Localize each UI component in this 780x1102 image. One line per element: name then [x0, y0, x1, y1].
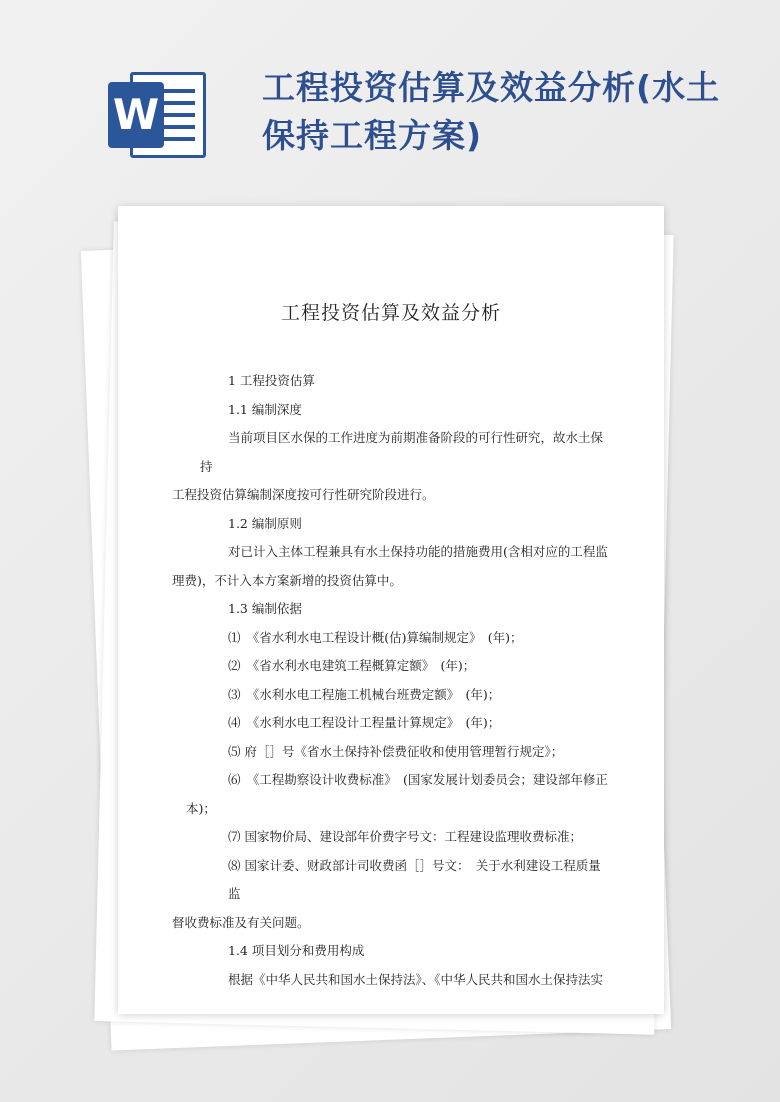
word-badge: W	[108, 82, 164, 148]
reference-item: ⑻ 国家计委、财政部计司收费函［］号文： 关于水利建设工程质量监	[228, 857, 601, 901]
paragraph-line: 对已计入主体工程兼具有水土保持功能的措施费用(含相对应的工程监	[228, 544, 608, 559]
reference-item: ⑴ 《省水利水电工程设计概(估)算编制规定》 (年)；	[228, 629, 523, 645]
document-page	[118, 206, 664, 1014]
reference-item: ⑹ 《工程勘察设计收费标准》 (国家发展计划委员会；建设部年修正	[228, 772, 608, 787]
reference-item: ⑶ 《水利水电工程施工机械台班费定额》 (年)；	[228, 686, 501, 702]
paragraph-continuation: 理费)，不计入本方案新增的投资估算中。	[172, 572, 402, 588]
section-heading: 1.1 编制深度	[228, 401, 302, 417]
reference-item: ⑵ 《省水利水电建筑工程概算定额》 (年)；	[228, 658, 476, 673]
reference-item: ⑸ 府［］号《省水土保持补偿费征收和使用管理暂行规定》；	[228, 743, 564, 759]
paragraph-line: 当前项目区水保的工作进度为前期准备阶段的可行性研究，故水土保持	[200, 430, 604, 474]
paragraph-continuation: 工程投资估算编制深度按可行性研究阶段进行。	[172, 487, 435, 502]
reference-item: ⑷ 《水利水电工程设计工程量计算规定》 (年)；	[228, 715, 501, 730]
section-heading: 1 工程投资估算	[228, 373, 315, 388]
word-document-icon	[108, 68, 208, 164]
section-heading: 1.2 编制原则	[228, 515, 302, 531]
document-title: 工程投资估算及效益分析(水土保持工程方案)	[262, 68, 721, 155]
paragraph-continuation: 督收费标准及有关问题。	[172, 914, 310, 930]
page-body	[118, 206, 664, 994]
section-heading: 1.4 项目划分和费用构成	[228, 943, 365, 958]
reference-item-continuation: 本)；	[186, 800, 216, 816]
paragraph-line: 根据《中华人民共和国水土保持法》、《中华人民共和国水土保持法实	[228, 971, 604, 987]
page-heading: 工程投资估算及效益分析	[280, 302, 501, 324]
reference-item: ⑺ 国家物价局、建设部年价费字号文：工程建设监理收费标准；	[228, 829, 582, 844]
section-heading: 1.3 编制依据	[228, 601, 302, 616]
page-lines	[172, 367, 612, 994]
